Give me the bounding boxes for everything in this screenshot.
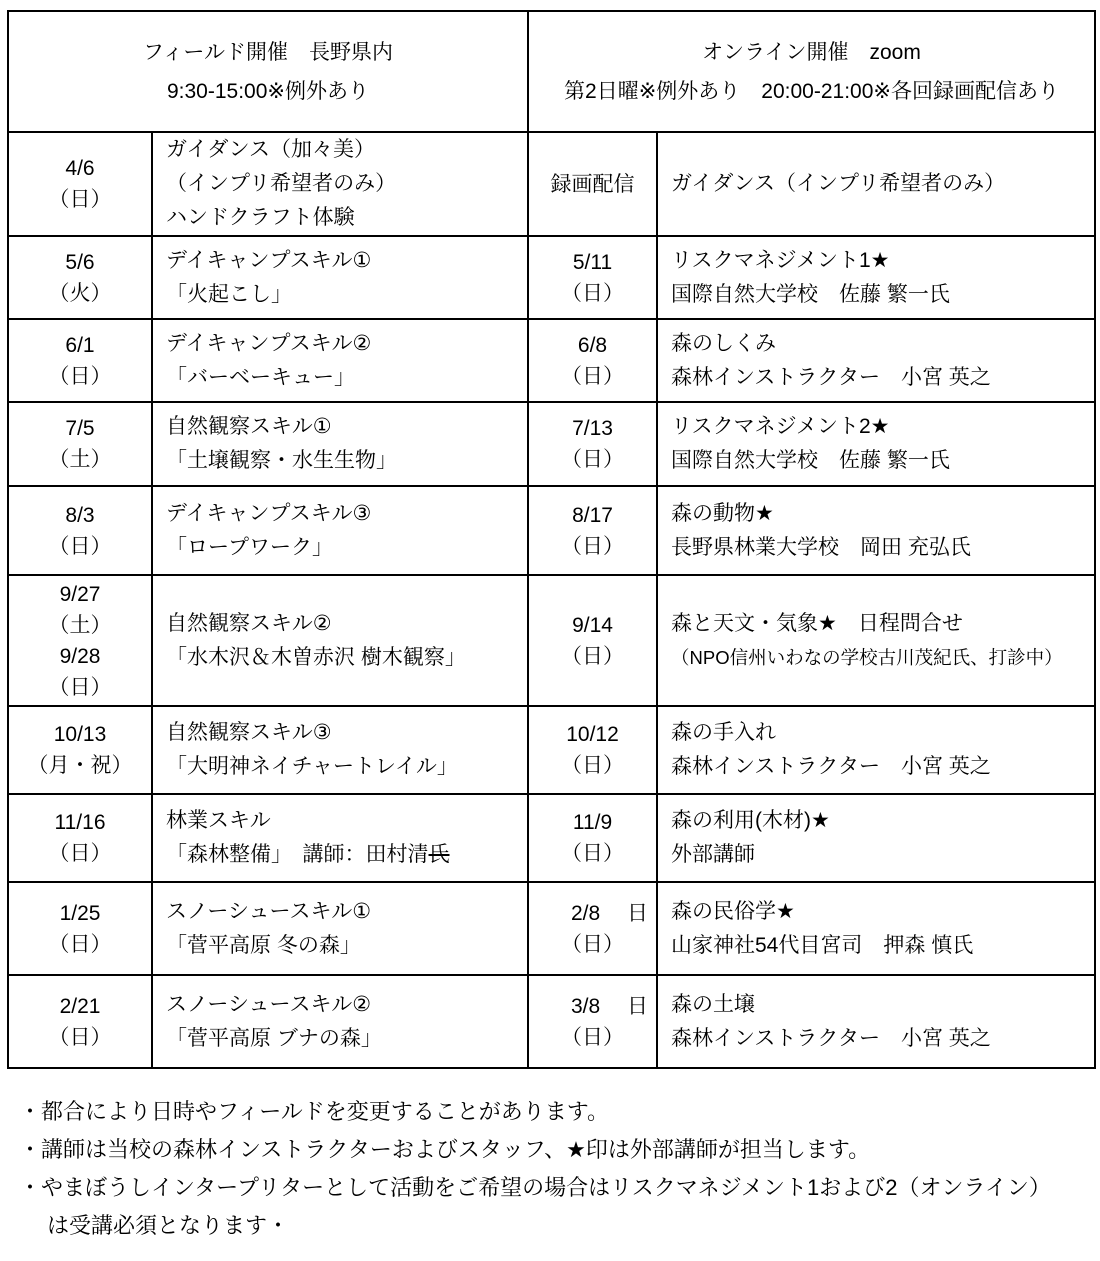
cell-line: 自然観察スキル② xyxy=(166,611,332,635)
cell-line: 森の動物★ xyxy=(671,501,774,525)
cell-line: （日） xyxy=(561,364,624,388)
cell-line: （日） xyxy=(561,842,624,865)
cell-line: 森のしくみ xyxy=(671,331,776,355)
online-content-cell xyxy=(657,402,1095,486)
cell-line xyxy=(529,898,656,929)
field-date-cell xyxy=(8,319,152,402)
online-header-time: 第2日曜※例外あり 20:00-21:00※各回録画配信あり xyxy=(564,79,1059,103)
cell-line: ガイダンス（加々美） xyxy=(166,138,375,161)
field-content-cell xyxy=(152,975,528,1068)
cell-line: （日） xyxy=(561,644,624,668)
online-content-cell xyxy=(657,975,1095,1068)
cell-line: 11/16 xyxy=(54,811,106,834)
cell-line: （月・祝） xyxy=(27,754,133,777)
date-part: 日 xyxy=(627,994,648,1018)
cell-line: （日） xyxy=(48,932,112,956)
online-content-cell xyxy=(657,882,1095,975)
note-line: ・やまぼうしインタープリターとして活動をご希望の場合はリスクマネジメント1および2（オンライン） xyxy=(19,1175,1051,1200)
cell-line: デイキャンプスキル② xyxy=(166,331,372,355)
cell-line: （火） xyxy=(48,281,112,305)
cell-line: 8/3 xyxy=(65,503,95,527)
cell-line: 7/5 xyxy=(65,417,95,440)
online-date-cell xyxy=(528,402,657,486)
cell-line: スノーシュースキル① xyxy=(166,899,372,923)
cell-line: 8/17 xyxy=(572,503,613,527)
field-content-cell xyxy=(152,575,528,706)
cell-line: （NPO信州いわなの学校古川茂紀氏、打診中） xyxy=(671,646,1063,668)
cell-line: （日） xyxy=(561,281,624,305)
cell-line: （日） xyxy=(48,188,112,211)
cell-line: スノーシュースキル② xyxy=(166,992,372,1016)
footer-notes xyxy=(7,1093,1094,1245)
cell-line: 国際自然大学校 佐藤 繁一氏 xyxy=(671,282,950,306)
online-date-cell xyxy=(528,882,657,975)
cell-line: 「菅平高原 冬の森」 xyxy=(166,933,361,957)
field-content-cell xyxy=(152,402,528,486)
cell-line: （日） xyxy=(561,932,624,956)
cell-line: リスクマネジメント2★ xyxy=(671,415,890,438)
online-content-cell xyxy=(657,486,1095,575)
text-part: 「森林整備」 講師：田村清 xyxy=(166,843,429,866)
cell-line: 森林インストラクター 小宮 英之 xyxy=(671,755,991,778)
cell-line: 5/11 xyxy=(572,250,613,274)
note-line: は受講必須となります・ xyxy=(47,1213,290,1238)
table-row xyxy=(8,706,1095,794)
cell-line xyxy=(529,991,656,1022)
cell-line: 2/21 xyxy=(59,994,101,1018)
online-date-cell xyxy=(528,575,657,706)
cell-line: 「土壌観察・水生生物」 xyxy=(166,449,397,472)
table-header-row xyxy=(8,11,1095,132)
field-header-title: フィールド開催 長野県内 xyxy=(143,40,393,64)
cell-line: （日） xyxy=(48,1025,112,1049)
cell-line: 「ロープワーク」 xyxy=(166,535,333,559)
cell-line: （土） xyxy=(48,448,112,471)
field-content-cell xyxy=(152,794,528,882)
cell-line: 森林インストラクター 小宮 英之 xyxy=(671,365,991,389)
online-date-cell xyxy=(528,236,657,319)
cell-line: デイキャンプスキル③ xyxy=(166,501,372,525)
table-row xyxy=(8,575,1095,706)
cell-line: （インプリ希望者のみ） xyxy=(166,172,397,195)
cell-line: （日） xyxy=(561,1025,624,1049)
field-content-cell xyxy=(152,706,528,794)
online-content-cell xyxy=(657,575,1095,706)
cell-line: （日） xyxy=(48,534,112,558)
table-row xyxy=(8,402,1095,486)
cell-line: 森の民俗学★ xyxy=(671,899,795,923)
note-line: ・都合により日時やフィールドを変更することがあります。 xyxy=(19,1099,610,1124)
cell-line: （日） xyxy=(561,448,624,471)
cell-line: （日） xyxy=(48,675,112,699)
cell-line: 森の利用(木材)★ xyxy=(671,809,830,832)
field-content-cell xyxy=(152,132,528,236)
cell-line: 5/6 xyxy=(65,250,95,274)
cell-line: ガイダンス（インプリ希望者のみ） xyxy=(671,172,1006,195)
table-row xyxy=(8,132,1095,236)
cell-line: 森の土壌 xyxy=(671,992,755,1016)
cell-line: 森と天文・気象★ 日程問合せ xyxy=(671,611,963,635)
field-date-cell xyxy=(8,706,152,794)
cell-line: デイキャンプスキル① xyxy=(166,248,372,272)
cell-line: リスクマネジメント1★ xyxy=(671,248,890,272)
cell-line: 9/28 xyxy=(59,644,101,668)
online-content-cell xyxy=(657,706,1095,794)
cell-line: 録画配信 xyxy=(550,172,635,196)
online-content-cell xyxy=(657,319,1095,402)
online-date-cell xyxy=(528,975,657,1068)
cell-line: 9/27 xyxy=(59,582,101,606)
cell-line: 「水木沢＆木曽赤沢 樹木観察」 xyxy=(166,645,466,669)
online-content-cell xyxy=(657,794,1095,882)
field-content-cell xyxy=(152,236,528,319)
table-row xyxy=(8,486,1095,575)
cell-line: 森の手入れ xyxy=(671,721,776,744)
cell-line: 4/6 xyxy=(65,157,95,180)
cell-line: 森林インストラクター 小宮 英之 xyxy=(671,1026,991,1050)
table-row xyxy=(8,882,1095,975)
field-header-time: 9:30-15:00※例外あり xyxy=(166,79,369,103)
online-date-cell xyxy=(528,132,657,236)
field-date-cell xyxy=(8,236,152,319)
cell-line: 10/13 xyxy=(53,723,107,746)
cell-line: ハンドクラフト体験 xyxy=(166,206,355,229)
field-date-cell xyxy=(8,575,152,706)
cell-line: 外部講師 xyxy=(671,843,755,866)
cell-line: 「バーベーキュー」 xyxy=(166,365,355,389)
field-date-cell xyxy=(8,486,152,575)
schedule-table xyxy=(7,10,1096,1069)
table-row xyxy=(8,236,1095,319)
cell-line: 長野県林業大学校 岡田 充弘氏 xyxy=(671,535,971,559)
cell-line: （日） xyxy=(561,534,624,558)
cell-line: （日） xyxy=(48,364,112,388)
cell-line: 「大明神ネイチャートレイル」 xyxy=(166,755,458,778)
field-header-cell xyxy=(8,11,528,132)
cell-line: 自然観察スキル③ xyxy=(166,721,332,744)
note-line: ・講師は当校の森林インストラクターおよびスタッフ、★印は外部講師が担当します。 xyxy=(19,1137,871,1162)
online-header-title: オンライン開催 zoom xyxy=(702,40,921,64)
table-body xyxy=(8,132,1095,1068)
cell-line: 林業スキル xyxy=(166,809,271,832)
cell-line: 1/25 xyxy=(59,901,101,925)
online-date-cell xyxy=(528,319,657,402)
field-content-cell xyxy=(152,486,528,575)
cell-line: （日） xyxy=(48,842,112,865)
table-row xyxy=(8,975,1095,1068)
cell-line: （日） xyxy=(561,754,624,777)
struck-text: 氏 xyxy=(428,843,450,866)
cell-line xyxy=(166,838,523,872)
date-part: 3/8 xyxy=(571,994,601,1018)
online-header-cell xyxy=(528,11,1095,132)
online-date-cell xyxy=(528,486,657,575)
cell-line: （土） xyxy=(48,613,112,637)
cell-line: 9/14 xyxy=(572,613,613,637)
date-part: 2/8 xyxy=(571,901,601,925)
field-date-cell xyxy=(8,794,152,882)
cell-line: 自然観察スキル① xyxy=(166,415,332,438)
field-content-cell xyxy=(152,319,528,402)
cell-line: 7/13 xyxy=(572,417,613,440)
table-row xyxy=(8,794,1095,882)
cell-line: 山家神社54代目宮司 押森 慎氏 xyxy=(671,933,974,957)
cell-line: 国際自然大学校 佐藤 繁一氏 xyxy=(671,449,950,472)
cell-line: 「菅平高原 ブナの森」 xyxy=(166,1026,382,1050)
cell-line: 11/9 xyxy=(572,811,613,834)
field-date-cell xyxy=(8,882,152,975)
field-date-cell xyxy=(8,402,152,486)
online-date-cell xyxy=(528,706,657,794)
online-date-cell xyxy=(528,794,657,882)
date-part: 日 xyxy=(627,901,648,925)
field-date-cell xyxy=(8,132,152,236)
cell-line: 6/8 xyxy=(577,333,608,357)
cell-line: 「火起こし」 xyxy=(166,282,292,306)
online-content-cell xyxy=(657,132,1095,236)
online-content-cell xyxy=(657,236,1095,319)
cell-line: 10/12 xyxy=(566,723,619,746)
table-row xyxy=(8,319,1095,402)
cell-line: 6/1 xyxy=(65,333,95,357)
field-content-cell xyxy=(152,882,528,975)
field-date-cell xyxy=(8,975,152,1068)
